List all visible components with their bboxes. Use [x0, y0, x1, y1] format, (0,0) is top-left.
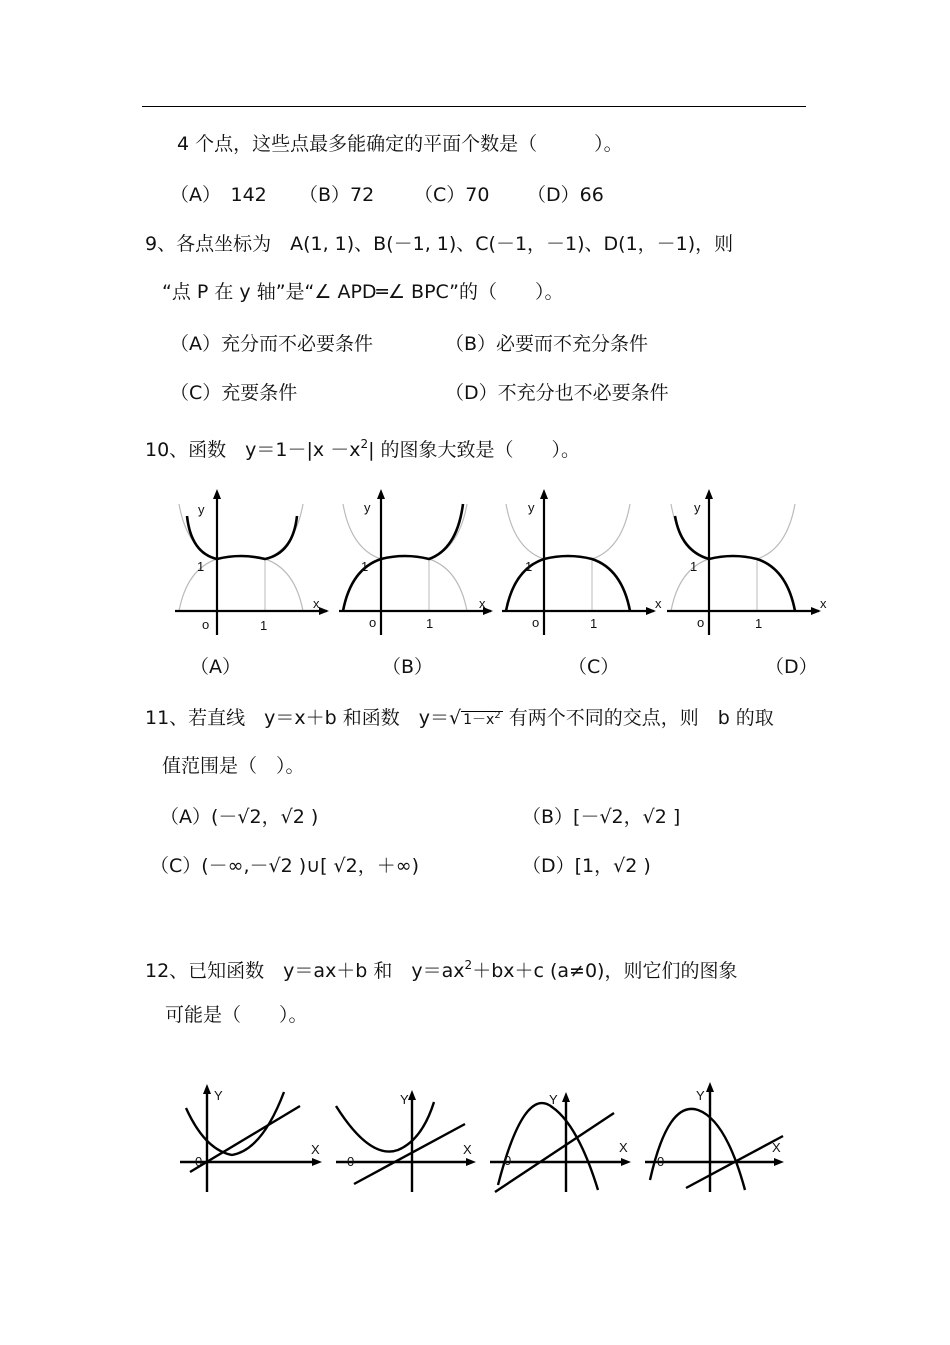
q8-text: 4 个点，这些点最多能确定的平面个数是（ ）。: [177, 133, 623, 155]
q11-option-b: （B）[－√2，√2 ]: [522, 806, 681, 828]
q12-graphs: [180, 1082, 784, 1192]
q12-stem-line1: [145, 953, 737, 983]
q10b-y-label: y: [364, 500, 371, 515]
q12c-x-label: X: [619, 1140, 628, 1155]
q9-option-d: （D）不充分也不必要条件: [445, 382, 669, 404]
q12a-x-label: X: [311, 1142, 320, 1157]
q11-option-a: （A）(－√2，√2 ): [160, 806, 319, 828]
q10-exponent: 2: [360, 437, 369, 451]
q10a-x-label: x: [313, 596, 320, 611]
q10d-y-label: y: [694, 500, 701, 515]
q10b-one-y: 1: [361, 559, 369, 574]
q8-option-a: （A） 142: [170, 184, 267, 206]
sqrt-symbol: √: [449, 707, 462, 729]
q12d-origin: 0: [657, 1154, 665, 1169]
q10-graph-d-label: （D）: [765, 656, 818, 678]
q12b-x-label: X: [463, 1142, 472, 1157]
q8-option-d: （D）66: [527, 184, 604, 206]
q10a-one-x: 1: [260, 618, 268, 633]
q12d-y-label: Y: [696, 1088, 705, 1103]
q11-radicand-exp: 2: [494, 710, 501, 721]
q9-stem-line1: 9、各点坐标为 A(1, 1)、B(－1, 1)、C(－1，－1)、D(1，－1)，则: [145, 233, 734, 255]
q10b-x-label: x: [479, 596, 486, 611]
q11-stem-post: 有两个不同的交点，则 b 的取: [508, 707, 774, 729]
q10b-one-x: 1: [426, 616, 434, 631]
q12a-origin: 0: [195, 1154, 203, 1169]
q12c-y-label: Y: [549, 1092, 558, 1107]
q11-stem-line1: [145, 704, 774, 732]
q10c-x-label: x: [655, 596, 662, 611]
q12a-y-label: Y: [214, 1088, 223, 1103]
q12-stem-pre: 12、已知函数 y＝ax＋b 和 y＝ax: [145, 960, 465, 982]
q11-stem-line2: 值范围是（ ）。: [162, 755, 305, 777]
q10-graph-c-label: （C）: [568, 656, 620, 678]
q10a-y-label: y: [198, 502, 205, 517]
q12-exponent: 2: [464, 958, 473, 972]
q10d-origin: o: [697, 615, 705, 630]
q12d-x-label: X: [772, 1140, 781, 1155]
q8-option-c: （C）70: [414, 184, 490, 206]
q12-stem-line2: 可能是（ ）。: [165, 1004, 308, 1026]
q12b-y-label: Y: [400, 1092, 409, 1107]
q9-option-a: （A）充分而不必要条件: [170, 333, 373, 355]
q12c-origin: 0: [504, 1153, 512, 1168]
q10-graph-a-label: （A）: [190, 656, 241, 678]
q10c-one-y: 1: [525, 559, 533, 574]
q9-option-b: （B）必要而不充分条件: [445, 333, 649, 355]
q8-option-b: （B）72: [299, 184, 375, 206]
q10c-origin: o: [532, 615, 540, 630]
q11-radicand-text: 1－x: [463, 712, 495, 728]
q10-graph-b-label: （B）: [382, 656, 434, 678]
q11-radicand: [461, 711, 503, 728]
q10a-origin: o: [202, 617, 210, 632]
q10c-one-x: 1: [590, 616, 598, 631]
q11-option-d: （D）[1，√2 ): [522, 855, 651, 877]
q11-stem-pre: 11、若直线 y＝x＋b 和函数 y＝: [145, 707, 450, 729]
q10d-x-label: x: [820, 596, 827, 611]
q10d-one-x: 1: [755, 616, 763, 631]
q10b-origin: o: [369, 615, 377, 630]
q10-stem-post: | 的图象大致是（ ）。: [368, 439, 581, 461]
q9-option-c: （C）充要条件: [170, 382, 298, 404]
q10d-one-y: 1: [690, 559, 698, 574]
q9-stem-line2: “点 P 在 y 轴”是“∠ APD═∠ BPC”的（ ）。: [162, 281, 564, 303]
q12-stem-post: ＋bx＋c (a≠0)，则它们的图象: [472, 960, 738, 982]
q10c-y-label: y: [528, 500, 535, 515]
q12b-origin: 0: [347, 1154, 355, 1169]
q11-option-c: （C）(－∞,－√2 )∪[ √2，＋∞): [150, 855, 419, 877]
q10-stem-pre: 10、函数 y＝1－|x －x: [145, 439, 361, 461]
q10a-one-y: 1: [197, 559, 205, 574]
